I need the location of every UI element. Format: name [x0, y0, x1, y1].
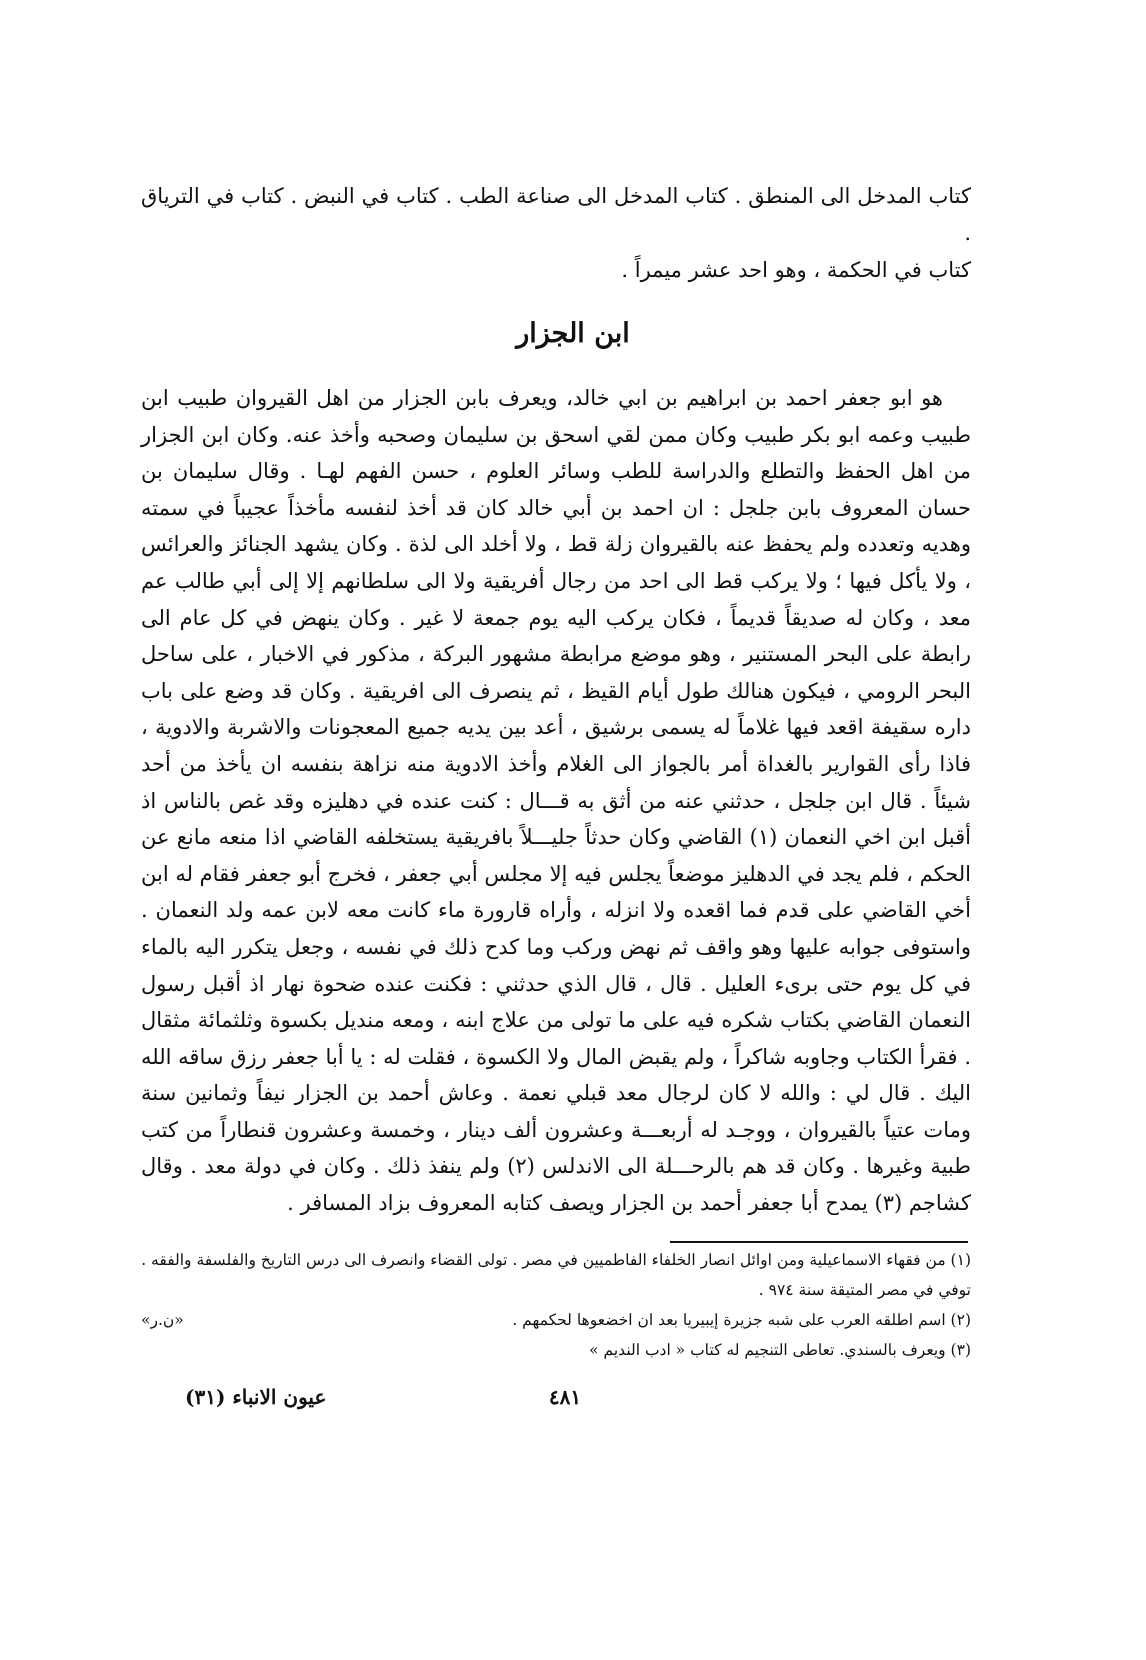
footnote-text: (٢) اسم اطلقه العرب على شبه جزيرة إيبيريا بعد ان اخضعوها لحكمهم .	[512, 1311, 971, 1329]
footnote-1	[141, 1245, 971, 1305]
intro-line: كتاب المدخل الى المنطق . كتاب المدخل الى صناعة الطب . كتاب في النبض . كتاب في الترياق .	[141, 184, 971, 245]
intro-book-list	[141, 178, 971, 289]
footnote-signature: «ن.ر»	[141, 1311, 184, 1329]
footnote-divider	[670, 1241, 968, 1243]
footnote-text: (٣) ويعرف بالسندي. تعاطى التنجيم له كتاب « ادب النديم »	[589, 1341, 971, 1359]
footnote-text: (١) من فقهاء الاسماعيلية ومن اوائل انصار الخلفاء الفاطميين في مصر . تولى القضاء وانصرف الى درس التاريخ والفلسفة والفقه . توفي في مصر المتيقة سنة ٩٧٤ .	[141, 1251, 971, 1299]
footnote-3	[141, 1335, 971, 1365]
section-heading: ابن الجزار	[516, 318, 630, 349]
footnote-2	[141, 1305, 971, 1335]
biography-body	[141, 380, 971, 1222]
page-number: ٤٨١	[548, 1385, 582, 1409]
footnotes	[141, 1245, 971, 1365]
body-paragraph: هو ابو جعفر احمد بن ابراهيم بن ابي خالد، ويعرف بابن الجزار من اهل القيروان طبيب ابن طبيب وعمه ابو بكر طبيب وكان ممن لقي اسحق بن سليمان وصحبه وأخذ عنه. وكان ابن الجزار من اهل الحفظ والتطلع والدراسة للطب وسائر العلوم ، حسن الفهم لهـا . وقال سليمان بن حسان المعروف بابن جلجل : ان احمد بن أبي خالد كان قد أخذ لنفسه مأخذاً عجيباً في سمته وهديه وتعدده ولم يحفظ عنه بالقيروان زلة قط ، ولا أخلد الى لذة . وكان يشهد الجنائز والعرائس ، ولا يأكل فيها ؛ ولا يركب قط الى احد من رجال أفريقية ولا الى سلطانهم إلا إلى أبي طالب عم معد ، وكان له صديقاً قديماً ، فكان يركب اليه يوم جمعة لا غير . وكان ينهض في كل عام الى رابطة على البحر المستنير ، وهو موضع مرابطة مشهور البركة ، مذكور في الاخبار ، على ساحل البحر الرومي ، فيكون هنالك طول أيام القيظ ، ثم ينصرف الى افريقية . وكان قد وضع على باب داره سقيفة اقعد فيها غلاماً له يسمى برشيق ، أعد بين يديه جميع المعجونات والاشربة والادوية ، فاذا رأى القوارير بالغداة أمر بالجواز الى الغلام وأخذ الادوية منه نزاهة بنفسه ان يأخذ من أحد شيئاً . قال ابن جلجل ، حدثني عنه من أثق به قـــال : كنت عنده في دهليزه وقد غص بالناس اذ أقبل ابن اخي النعمان (١) القاضي وكان حدثاً جليـــلاً بافريقية يستخلفه القاضي اذا منعه مانع عن الحكم ، فلم يجد في الدهليز موضعاً يجلس فيه إلا مجلس أبي جعفر ، فخرج أبو جعفر فقام له ابن أخي القاضي على قدم فما اقعده ولا انزله ، وأراه قارورة ماء كانت معه لابن عمه ولد النعمان . واستوفى جوابه عليها وهو واقف ثم نهض وركب وما كدح ذلك في نفسه ، وجعل يتكرر اليه بالماء في كل يوم حتى برىء العليل . قال ، قال الذي حدثني : فكنت عنده ضحوة نهار اذ أقبل رسول النعمان القاضي بكتاب شكره فيه على ما تولى من علاج ابنه ، ومعه منديل بكسوة وثلثمائة مثقال . فقرأ الكتاب وجاوبه شاكراً ، ولم يقبض المال ولا الكسوة ، فقلت له : يا أبا جعفر رزق ساقه الله اليك . قال لي : والله لا كان لرجال معد قبلي نعمة . وعاش أحمد بن الجزار نيفاً وثمانين سنة ومات عتياً بالقيروان ، ووجـد له أربعـــة وعشرون ألف دينار ، وخمسة وعشرون قنطاراً من كتب طبية وغيرها . وكان قد هم بالرحـــلة الى الاندلس (٢) ولم ينفذ ذلك . وكان في دولة معد . وقال كشاجم (٣) يمدح أبا جعفر أحمد بن الجزار ويصف كتابه المعروف بزاد المسافر .	[141, 386, 971, 1216]
running-foot: عيون الانباء (٣١)	[185, 1385, 327, 1409]
intro-line: كتاب في الحكمة ، وهو احد عشر ميمراً .	[621, 258, 971, 282]
